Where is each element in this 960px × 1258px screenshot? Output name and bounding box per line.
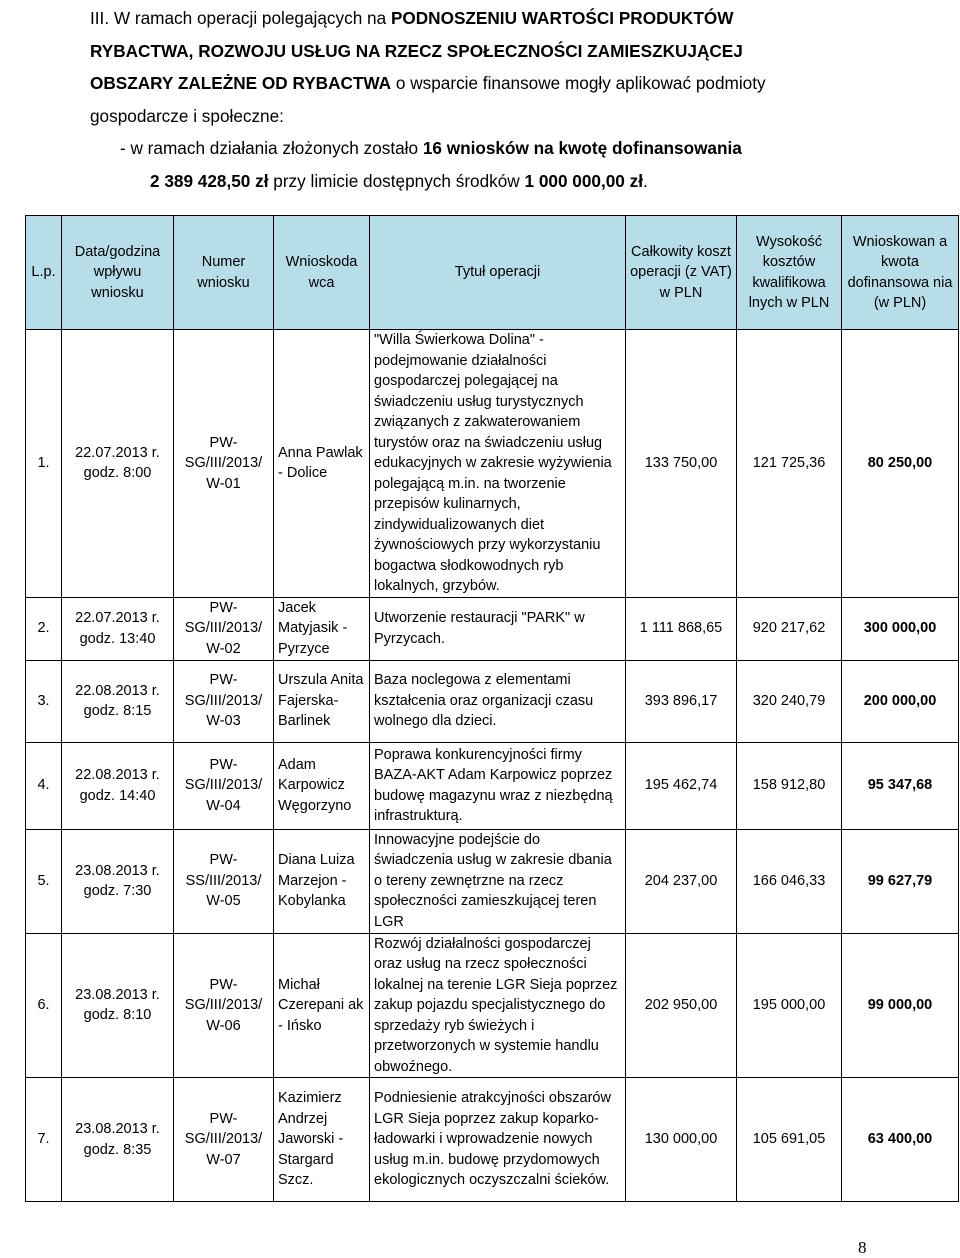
row-date: 22.07.2013 r. godz. 13:40 (62, 597, 174, 660)
row-applicant: Urszula Anita Fajerska-Barlinek (274, 660, 370, 742)
row-applicant: Michał Czerepani ak - Ińsko (274, 933, 370, 1078)
bullet-bold: 16 wniosków na kwotę dofinansowania (422, 138, 742, 158)
row-total-cost: 133 750,00 (626, 330, 737, 598)
table-row (26, 829, 959, 933)
row-number: PW-SS/III/2013/ W-05 (174, 829, 274, 933)
row-requested-amount: 300 000,00 (842, 597, 959, 660)
bullet-text: - w ramach działania złożonych zostało (120, 138, 423, 158)
row-applicant: Diana Luiza Marzejon - Kobylanka (274, 829, 370, 933)
row-eligible-cost: 166 046,33 (737, 829, 842, 933)
row-title: Baza noclegowa z elementami kształcenia oraz organizacji czasu wolnego dla dzieci. (370, 660, 626, 742)
row-number: PW-SG/III/2013/ W-02 (174, 597, 274, 660)
table-row (26, 933, 959, 1078)
intro-line-2 (90, 35, 890, 68)
row-date: 22.08.2013 r. godz. 14:40 (62, 742, 174, 829)
row-lp: 5. (26, 829, 62, 933)
intro-text: III. W ramach operacji polegających na (90, 8, 391, 28)
bullet-text: przy limicie dostępnych środków (268, 170, 525, 191)
table-header-row (26, 216, 959, 330)
header-eligible-cost: Wysokość kosztów kwalifikowa lnych w PLN (737, 216, 842, 330)
row-applicant: Kazimierz Andrzej Jaworski - Stargard Szcz. (274, 1078, 370, 1202)
row-number: PW-SG/III/2013/ W-06 (174, 933, 274, 1078)
applications-table (25, 215, 959, 1202)
header-number: Numer wniosku (174, 216, 274, 330)
row-date: 23.08.2013 r. godz. 7:30 (62, 829, 174, 933)
row-total-cost: 393 896,17 (626, 660, 737, 742)
bullet-line-cont (90, 165, 890, 198)
amount-limit: 1 000 000,00 zł (524, 170, 643, 191)
row-eligible-cost: 320 240,79 (737, 660, 842, 742)
row-title: "Willa Świerkowa Dolina" - podejmowanie działalności gospodarczej polegającej na świadczeniu usług turystycznych związanych z zakwaterowaniem turystów oraz na świadczeniu usług edukacyjnych w zakresie wyżywienia polegającą m.in. na tworzenie przepisów kulinarnych, zindywidualizowanych diet żywnościowych przy wykorzystaniu bogactwa słodkowodnych ryb lokalnych, grzybów. (370, 330, 626, 598)
row-eligible-cost: 195 000,00 (737, 933, 842, 1078)
intro-line-3 (90, 67, 890, 100)
row-eligible-cost: 105 691,05 (737, 1078, 842, 1202)
header-requested-amount: Wnioskowan a kwota dofinansowa nia (w PLN) (842, 216, 959, 330)
intro-paragraph (90, 2, 890, 197)
row-lp: 3. (26, 660, 62, 742)
header-title: Tytuł operacji (370, 216, 626, 330)
row-applicant: Anna Pawlak - Dolice (274, 330, 370, 598)
row-requested-amount: 63 400,00 (842, 1078, 959, 1202)
intro-bold: PODNOSZENIU WARTOŚCI PRODUKTÓW (390, 8, 734, 28)
row-date: 23.08.2013 r. godz. 8:10 (62, 933, 174, 1078)
intro-text: gospodarcze i społeczne: (90, 105, 284, 126)
table-row (26, 1078, 959, 1202)
row-date: 23.08.2013 r. godz. 8:35 (62, 1078, 174, 1202)
row-total-cost: 130 000,00 (626, 1078, 737, 1202)
row-applicant: Jacek Matyjasik - Pyrzyce (274, 597, 370, 660)
table-row (26, 597, 959, 660)
header-applicant: Wnioskoda wca (274, 216, 370, 330)
table-row (26, 742, 959, 829)
intro-bold: RYBACTWA, ROZWOJU USŁUG NA RZECZ SPOŁECZNOŚCI ZAMIESZKUJĄCEJ (90, 40, 743, 61)
row-applicant: Adam Karpowicz Węgorzyno (274, 742, 370, 829)
row-number: PW-SG/III/2013/ W-04 (174, 742, 274, 829)
amount-total: 2 389 428,50 zł (150, 170, 269, 191)
row-lp: 6. (26, 933, 62, 1078)
bullet-text: . (643, 170, 648, 191)
row-total-cost: 195 462,74 (626, 742, 737, 829)
row-date: 22.07.2013 r. godz. 8:00 (62, 330, 174, 598)
row-requested-amount: 200 000,00 (842, 660, 959, 742)
row-eligible-cost: 158 912,80 (737, 742, 842, 829)
page-number: 8 (858, 1238, 867, 1257)
header-total-cost: Całkowity koszt operacji (z VAT) w PLN (626, 216, 737, 330)
intro-text: o wsparcie finansowe mogły aplikować podmioty (391, 73, 766, 93)
intro-line-1 (90, 2, 890, 35)
row-title: Poprawa konkurencyjności firmy BAZA-AKT Adam Karpowicz poprzez budowę magazynu wraz z niezbędną infrastrukturą. (370, 742, 626, 829)
row-requested-amount: 95 347,68 (842, 742, 959, 829)
table-row (26, 660, 959, 742)
intro-bold: OBSZARY ZALEŻNE OD RYBACTWA (90, 73, 392, 93)
row-eligible-cost: 121 725,36 (737, 330, 842, 598)
row-date: 22.08.2013 r. godz. 8:15 (62, 660, 174, 742)
row-lp: 1. (26, 330, 62, 598)
row-requested-amount: 99 627,79 (842, 829, 959, 933)
bullet-line (90, 132, 890, 165)
row-number: PW-SG/III/2013/ W-07 (174, 1078, 274, 1202)
row-title: Podniesienie atrakcyjności obszarów LGR Sieja poprzez zakup koparko-ładowarki i wprowadzenie nowych usług m.in. budowę przydomowych ekologicznych oczyszczalni ścieków. (370, 1078, 626, 1202)
row-requested-amount: 99 000,00 (842, 933, 959, 1078)
header-lp: L.p. (26, 216, 62, 330)
row-eligible-cost: 920 217,62 (737, 597, 842, 660)
row-number: PW-SG/III/2013/ W-03 (174, 660, 274, 742)
row-title: Utworzenie restauracji "PARK" w Pyrzycach. (370, 597, 626, 660)
row-lp: 4. (26, 742, 62, 829)
row-title: Innowacyjne podejście do świadczenia usług w zakresie dbania o tereny zewnętrzne na rzecz społeczności zamieszkującej teren LGR (370, 829, 626, 933)
row-title: Rozwój działalności gospodarczej oraz usług na rzecz społeczności lokalnej na terenie LGR Sieja poprzez zakup pojazdu specjalistycznego do sprzedaży ryb świeżych i przetworzonych w systemie handlu obwoźnego. (370, 933, 626, 1078)
row-total-cost: 204 237,00 (626, 829, 737, 933)
row-lp: 7. (26, 1078, 62, 1202)
row-lp: 2. (26, 597, 62, 660)
header-date: Data/godzina wpływu wniosku (62, 216, 174, 330)
row-total-cost: 1 111 868,65 (626, 597, 737, 660)
intro-line-4 (90, 100, 890, 133)
row-number: PW-SG/III/2013/ W-01 (174, 330, 274, 598)
row-requested-amount: 80 250,00 (842, 330, 959, 598)
table-row (26, 330, 959, 598)
row-total-cost: 202 950,00 (626, 933, 737, 1078)
